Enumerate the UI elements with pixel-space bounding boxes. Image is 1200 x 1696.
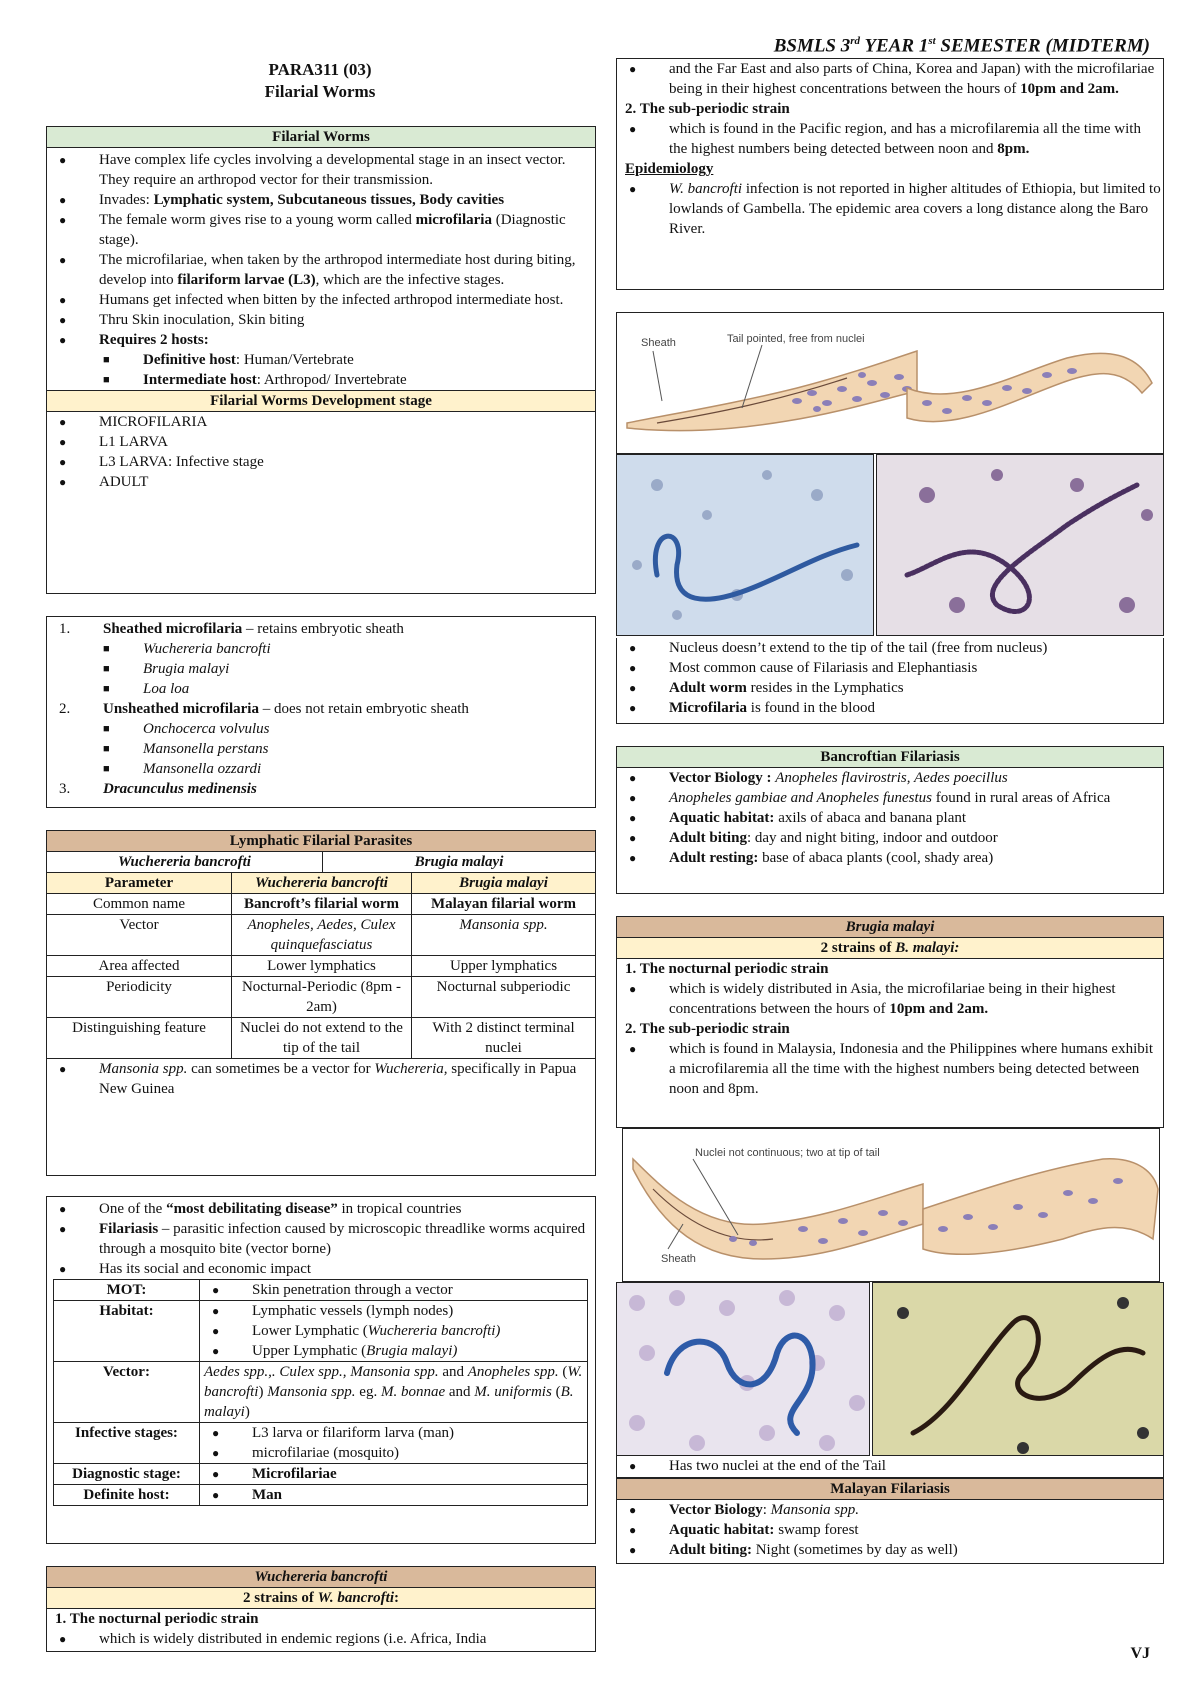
list-item: ● Aquatic habitat: axils of abaca and banana plant	[617, 808, 1163, 828]
list-item: ● Nucleus doesn’t extend to the tip of the tail (free from nucleus)	[617, 638, 1163, 658]
list-item: ● L3 LARVA: Infective stage	[47, 452, 595, 472]
section-header: Lymphatic Filarial Parasites	[47, 831, 595, 852]
table-row: MOT: ● Skin penetration through a vector	[54, 1280, 588, 1301]
bm-diagram-panel	[622, 1128, 1160, 1282]
table-row: Area affected Lower lymphatics Upper lymphatics	[47, 956, 596, 977]
list-item: ■ Mansonella ozzardi	[47, 759, 595, 779]
list-item: 3. Dracunculus medinensis	[59, 781, 257, 797]
classification-list	[47, 619, 595, 639]
column-label: Brugia malayi	[414, 854, 504, 870]
list-item: ● Has its social and economic impact	[47, 1259, 595, 1279]
list-item: ■ Wuchereria bancrofti	[47, 639, 595, 659]
list-item: ■ Loa loa	[47, 679, 595, 699]
list-item: ● Humans get infected when bitten by the infected arthropod intermediate host.	[47, 290, 595, 310]
worm-body-2	[923, 1159, 1158, 1254]
table-row: Periodicity Nocturnal-Periodic (8pm - 2am) Nocturnal subperiodic	[47, 977, 596, 1018]
filarial-worms-box	[46, 126, 596, 594]
table-note: ● Mansonia spp. can sometimes be a vector for Wuchereria, specifically in Papua New Guinea	[47, 1059, 595, 1099]
bm-micrograph-2	[872, 1282, 1164, 1456]
wb-tail-illustration	[617, 313, 1164, 454]
wb-micrograph-1	[616, 454, 874, 636]
list-item: ● One of the “most debilitating disease” in tropical countries	[47, 1199, 595, 1219]
table-row: Habitat: ● Lymphatic vessels (lymph nodes) ● Lower Lymphatic (Wuchereria bancrofti) ● Upper Lymphatic (Brugia malayi)	[54, 1301, 588, 1362]
bm-micrograph-1	[616, 1282, 870, 1456]
list-item: ● MICROFILARIA	[47, 412, 595, 432]
list-item: 1. Sheathed microfilaria – retains embryotic sheath	[59, 621, 404, 637]
table-row: Infective stages: ● L3 larva or filariform larva (man) ● microfilariae (mosquito)	[54, 1423, 588, 1464]
course-code: PARA311 (03)	[268, 60, 372, 79]
list-item: ● The microfilariae, when taken by the arthropod intermediate host during biting, develop into filariform larvae (L3), which are the infective stages.	[47, 250, 595, 290]
figure-label: Sheath	[641, 337, 676, 349]
wb-diagram-panel	[616, 312, 1164, 454]
lymphatic-parasites-box	[46, 830, 596, 1176]
list-item: ■ Mansonella perstans	[47, 739, 595, 759]
footer-initials: VJ	[1130, 1645, 1150, 1662]
classification-box	[46, 616, 596, 808]
table-header: Parameter	[47, 873, 232, 894]
comparison-table	[46, 872, 596, 1059]
wuchereria-box-cont: ● and the Far East and also parts of China, Korea and Japan) with the microfilariae being in their highest concentrations between the hours of 10pm and 2am. 2. The sub-periodic strain ● which is found in the Pacific region, and has a microfilaremia all the time with the highest numbers being detected between noon and 8pm. Epidemiology ● W. bancrofti infection is not reported in higher altitudes of Ethiopia, but limited to lowlands of Gambella. The epidemic area covers a long distance along the Baro River.	[616, 58, 1164, 290]
list-item: ● Vector Biology: Mansonia spp.	[617, 1500, 1163, 1520]
stained-microfilaria	[667, 1336, 813, 1433]
list-item: ● Aquatic habitat: swamp forest	[617, 1520, 1163, 1540]
figure-label: Nuclei not continuous; two at tip of tail	[695, 1147, 880, 1159]
list-item: ● Invades: Lymphatic system, Subcutaneous tissues, Body cavities	[47, 190, 595, 210]
stained-microfilaria	[655, 536, 857, 599]
list-item: 2. Unsheathed microfilaria – does not retain embryotic sheath	[59, 701, 469, 717]
list-item: ■ Definitive host: Human/Vertebrate	[47, 350, 595, 370]
figure-label: Sheath	[661, 1253, 696, 1265]
list-item: ■ Brugia malayi	[47, 659, 595, 679]
wb-micrograph-2	[876, 454, 1164, 636]
bancroftian-box	[616, 746, 1164, 894]
table-row: Diagnostic stage: ● Microfilariae	[54, 1464, 588, 1485]
malayan-box	[616, 1478, 1164, 1564]
list-item: ● The female worm gives rise to a young worm called microfilaria (Diagnostic stage).	[47, 210, 595, 250]
table-row: Vector: Aedes spp.,. Culex spp., Mansonia spp. and Anopheles spp. (W. bancrofti) Mansonia spp. eg. M. bonnae and M. uniformis (B. malayi)	[54, 1362, 588, 1423]
worm-body	[627, 351, 917, 431]
stained-microfilaria	[907, 485, 1137, 611]
section-header: Bancroftian Filariasis	[617, 747, 1163, 768]
list-item: ● ADULT	[47, 472, 595, 492]
strains-header: 2 strains of W. bancrofti:	[47, 1588, 595, 1609]
table-header: Brugia malayi	[412, 873, 596, 894]
running-header: BSMLS 3rd YEAR 1st SEMESTER (MIDTERM)	[773, 35, 1150, 57]
filariasis-box	[46, 1196, 596, 1544]
list-item: ● Anopheles gambiae and Anopheles funestus found in rural areas of Africa	[617, 788, 1163, 808]
table-row: Distinguishing feature Nuclei do not extend to the tip of the tail With 2 distinct terminal nuclei	[47, 1018, 596, 1059]
page-title: Filarial Worms	[264, 82, 376, 101]
figure-label: Tail pointed, free from nuclei	[727, 333, 865, 345]
strains-header: 2 strains of B. malayi:	[617, 938, 1163, 959]
list-item: ● Filariasis – parasitic infection caused by microscopic threadlike worms acquired through a mosquito bite (vector borne)	[47, 1219, 595, 1259]
list-item: ● Adult biting: Night (sometimes by day as well)	[617, 1540, 1163, 1560]
brugia-box: Brugia malayi 2 strains of B. malayi: 1. The nocturnal periodic strain ● which is widely distributed in Asia, the microfilariae being in their highest concentrations between the hours of 10pm and 2am. 2. The sub-periodic strain ● which is found in Malaysia, Indonesia and the Philippines where humans exhibit a microfilaremia all the time with the highest numbers being detected between noon and 8pm.	[616, 916, 1164, 1128]
list-item: ■ Onchocerca volvulus	[47, 719, 595, 739]
wb-points-box	[616, 638, 1164, 724]
list-item: ● L1 LARVA	[47, 432, 595, 452]
section-header: Filarial Worms Development stage	[47, 390, 595, 412]
list-item: ● Microfilaria is found in the blood	[617, 698, 1163, 718]
section-header: Wuchereria bancrofti	[47, 1567, 595, 1588]
column-label: Wuchereria bancrofti	[47, 852, 323, 872]
list-item: ● Most common cause of Filariasis and Elephantiasis	[617, 658, 1163, 678]
table-row: Vector Anopheles, Aedes, Culex quinquefasciatus Mansonia spp.	[47, 915, 596, 956]
section-header: Malayan Filariasis	[617, 1478, 1163, 1500]
list-item: ● Requires 2 hosts:	[47, 330, 595, 350]
bm-point-box	[616, 1456, 1164, 1478]
list-item: ● Adult biting: day and night biting, indoor and outdoor	[617, 828, 1163, 848]
filariasis-table	[53, 1279, 588, 1506]
list-item: ■ Intermediate host: Arthropod/ Invertebrate	[47, 370, 595, 390]
section-header: Filarial Worms	[47, 127, 595, 148]
list-item: ● Has two nuclei at the end of the Tail	[617, 1456, 1163, 1476]
table-header: Wuchereria bancrofti	[232, 873, 412, 894]
section-header: Brugia malayi	[617, 917, 1163, 938]
hosts-list	[47, 350, 595, 390]
intro-list	[47, 148, 595, 350]
stained-microfilaria	[913, 1318, 1143, 1433]
list-item: ● Adult worm resides in the Lymphatics	[617, 678, 1163, 698]
development-list	[47, 412, 595, 492]
list-item: ● Adult resting: base of abaca plants (cool, shady area)	[617, 848, 1163, 868]
wuchereria-box-start: Wuchereria bancrofti 2 strains of W. bancrofti: 1. The nocturnal periodic strain ● which is widely distributed in endemic regions (i.e. Africa, India	[46, 1566, 596, 1652]
table-row: Definite host: ● Man	[54, 1485, 588, 1506]
list-item: ● Have complex life cycles involving a developmental stage in an insect vector. They require an arthropod vector for their transmission.	[47, 150, 595, 190]
list-item: ● Thru Skin inoculation, Skin biting	[47, 310, 595, 330]
table-row: Common name Bancroft’s filarial worm Malayan filarial worm	[47, 894, 596, 915]
epidemiology-heading: Epidemiology	[625, 161, 714, 177]
list-item: ● Vector Biology : Anopheles flavirostris, Aedes poecillus	[617, 768, 1163, 788]
